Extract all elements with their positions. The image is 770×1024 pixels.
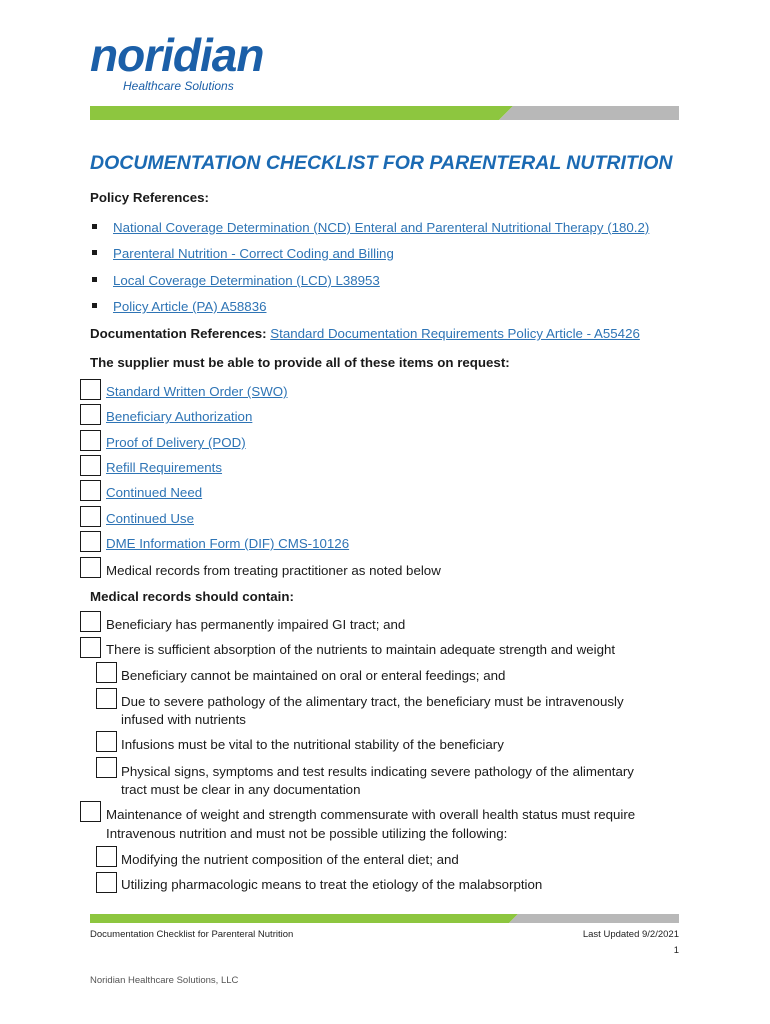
- records-item-sufficient-absorption: There is sufficient absorption of the nutrients to maintain adequate strength and weight: [106, 642, 616, 657]
- documentation-references-label: Documentation References:: [90, 326, 267, 341]
- supplier-item-refill-requirements[interactable]: Refill Requirements: [106, 460, 223, 475]
- supplier-item-dif[interactable]: DME Information Form (DIF) CMS-10126: [106, 536, 350, 551]
- checkbox-dif[interactable]: [80, 531, 101, 552]
- checkbox-refill-requirements[interactable]: [80, 455, 101, 476]
- logo-tagline: Healthcare Solutions: [123, 79, 234, 93]
- documentation-references-link[interactable]: Standard Documentation Requirements Policy Article - A55426: [270, 326, 640, 341]
- supplier-item-beneficiary-authorization[interactable]: Beneficiary Authorization: [106, 409, 253, 424]
- records-subitem-severe-pathology-cont: infused with nutrients: [121, 712, 246, 727]
- checkbox-swo[interactable]: [80, 379, 101, 400]
- header-band-gray: [499, 106, 679, 120]
- checkbox-severe-pathology[interactable]: [96, 688, 117, 709]
- records-subitem-oral-enteral: Beneficiary cannot be maintained on oral or enteral feedings; and: [121, 668, 506, 683]
- policy-link-article[interactable]: Policy Article (PA) A58836: [113, 299, 267, 314]
- documentation-references: [90, 325, 640, 342]
- checkbox-modifying-nutrient[interactable]: [96, 846, 117, 867]
- records-item-maintenance-weight: Maintenance of weight and strength commensurate with overall health status must require: [106, 807, 636, 822]
- bullet: [92, 303, 97, 308]
- records-heading: Medical records should contain:: [90, 589, 294, 604]
- footer-document-title: Documentation Checklist for Parenteral Nutrition: [90, 929, 294, 940]
- policy-link-ncd[interactable]: National Coverage Determination (NCD) Enteral and Parenteral Nutritional Therapy (180.2): [113, 220, 650, 235]
- supplier-item-medical-records: Medical records from treating practitioner as noted below: [106, 563, 441, 578]
- checkbox-sufficient-absorption[interactable]: [80, 637, 101, 658]
- records-item-maintenance-weight-cont: Intravenous nutrition and must not be possible utilizing the following:: [106, 826, 508, 841]
- checkbox-beneficiary-authorization[interactable]: [80, 404, 101, 425]
- policy-references-heading: Policy References:: [90, 190, 209, 205]
- checkbox-impaired-gi[interactable]: [80, 611, 101, 632]
- checkbox-continued-use[interactable]: [80, 506, 101, 527]
- policy-link-lcd[interactable]: Local Coverage Determination (LCD) L38953: [113, 273, 380, 288]
- records-subitem-infusions-vital: Infusions must be vital to the nutritional stability of the beneficiary: [121, 737, 504, 752]
- supplier-item-continued-use[interactable]: Continued Use: [106, 511, 194, 526]
- footer-page-number: 1: [673, 945, 679, 956]
- footer-band: [90, 914, 679, 923]
- records-subitem-severe-pathology: Due to severe pathology of the alimentary tract, the beneficiary must be intravenously: [121, 694, 624, 709]
- checkbox-continued-need[interactable]: [80, 480, 101, 501]
- header-band-green: [90, 106, 513, 120]
- checkbox-medical-records[interactable]: [80, 557, 101, 578]
- records-subitem-physical-signs-cont: tract must be clear in any documentation: [121, 782, 361, 797]
- checkbox-pod[interactable]: [80, 430, 101, 451]
- checkbox-physical-signs[interactable]: [96, 757, 117, 778]
- bullet: [92, 250, 97, 255]
- noridian-logo: noridian: [90, 29, 264, 81]
- records-subitem-physical-signs: Physical signs, symptoms and test results indicating severe pathology of the alimentary: [121, 764, 634, 779]
- checkbox-oral-enteral[interactable]: [96, 662, 117, 683]
- checkbox-pharmacologic[interactable]: [96, 872, 117, 893]
- supplier-item-continued-need[interactable]: Continued Need: [106, 485, 203, 500]
- checkbox-maintenance-weight[interactable]: [80, 801, 101, 822]
- page-title: DOCUMENTATION CHECKLIST FOR PARENTERAL NUTRITION: [90, 152, 673, 174]
- records-item-impaired-gi: Beneficiary has permanently impaired GI tract; and: [106, 617, 406, 632]
- footer-band-green: [90, 914, 518, 923]
- records-subitem-modifying-nutrient: Modifying the nutrient composition of the enteral diet; and: [121, 852, 459, 867]
- records-subitem-pharmacologic: Utilizing pharmacologic means to treat the etiology of the malabsorption: [121, 877, 543, 892]
- checkbox-infusions-vital[interactable]: [96, 731, 117, 752]
- footer-company: Noridian Healthcare Solutions, LLC: [90, 975, 239, 986]
- supplier-item-pod[interactable]: Proof of Delivery (POD): [106, 435, 246, 450]
- supplier-heading: The supplier must be able to provide all of these items on request:: [90, 355, 510, 370]
- supplier-item-swo[interactable]: Standard Written Order (SWO): [106, 384, 288, 399]
- footer-last-updated: Last Updated 9/2/2021: [582, 929, 679, 940]
- bullet: [92, 224, 97, 229]
- policy-link-coding-billing[interactable]: Parenteral Nutrition - Correct Coding and Billing: [113, 246, 394, 261]
- header-band: [90, 106, 679, 120]
- bullet: [92, 277, 97, 282]
- footer-band-gray: [509, 914, 679, 923]
